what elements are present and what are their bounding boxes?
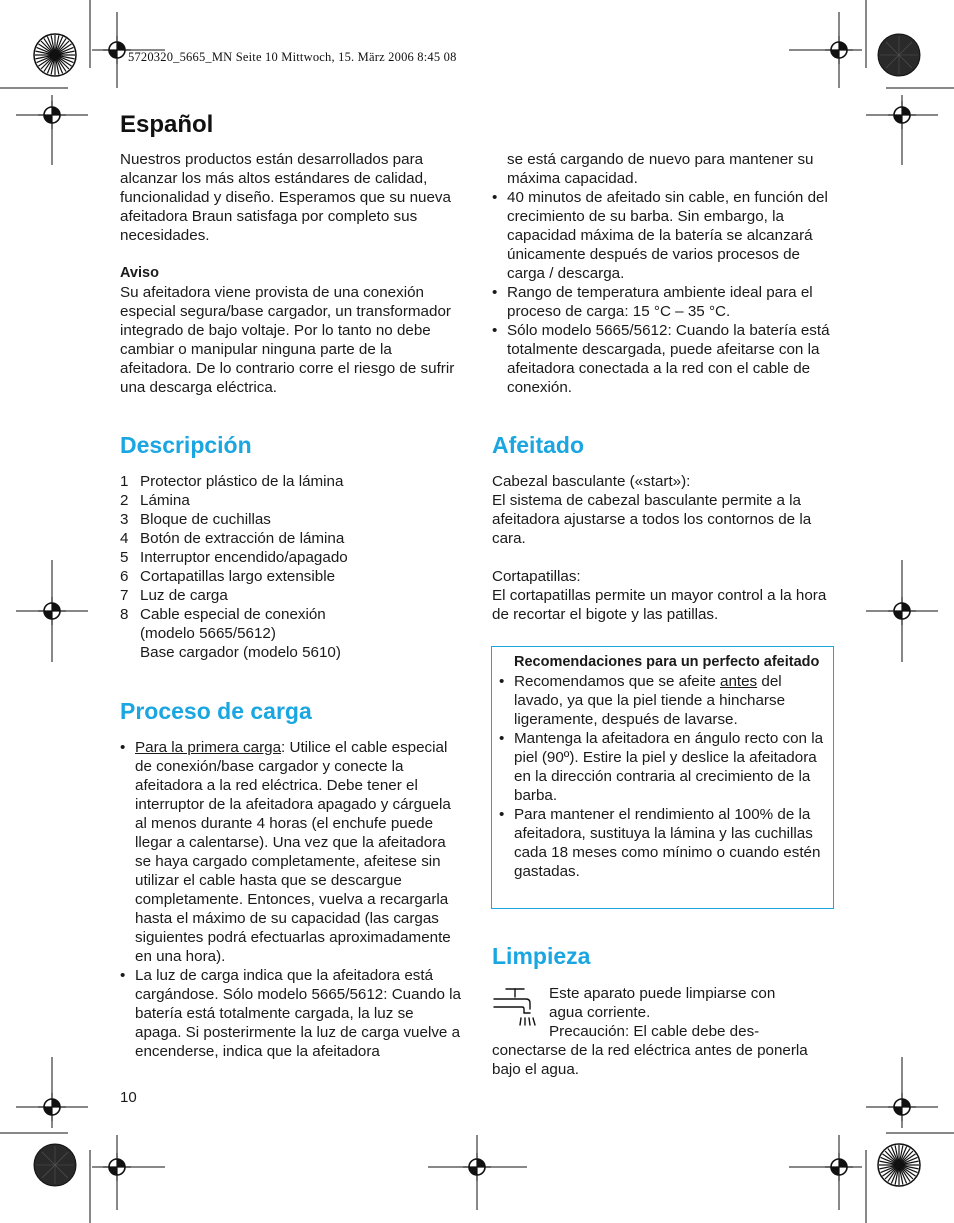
list-item <box>120 738 462 966</box>
item-text: Cable especial de conexión <box>140 606 326 623</box>
limpieza-text: conectarse de la red eléctrica antes de ponerla bajo el agua. <box>492 1042 808 1078</box>
proceso-continued <box>492 150 836 397</box>
descripcion-heading: Descripción <box>120 432 252 458</box>
proceso-list-left <box>120 738 462 1061</box>
item-number: 2 <box>120 492 129 509</box>
list-item <box>499 805 829 881</box>
faucet-icon <box>492 985 542 1033</box>
item-text: Protector plástico de la lámina <box>140 473 344 490</box>
item-number: 5 <box>120 549 129 566</box>
list-item <box>120 966 462 1061</box>
item-text-extra: (modelo 5665/5612) <box>140 625 276 642</box>
bullet-icon: • <box>492 189 498 206</box>
list-item <box>499 729 829 805</box>
item-text: Rango de temperatura ambiente ideal para el proceso de carga: 15 °C – 35 °C. <box>507 284 813 320</box>
item-number: 8 <box>120 606 129 623</box>
list-item <box>120 529 460 548</box>
tips-list <box>499 672 829 881</box>
tips-title: Recomendaciones para un perfecto afeitado <box>514 654 820 670</box>
proceso-list-right <box>492 188 836 397</box>
page-number: 10 <box>120 1089 137 1106</box>
item-text: : Utilice el cable especial de conexión/base cargador y conecte la afeitadora a la red eléctrica. Debe tener el interruptor de la afeitadora apagado y cárguela al menos durante 4 horas (el enchufe puede llegar a calentarse). Una vez que la afeitadora se haya cargado completamente, afeitese sin utilizar el cable hasta que se descargue completamente. Entonces, vuelva a recargarla hasta el máximo de su capacidad (las cargas siguientes podrá efectuarlas aproximadamente en una hora). <box>135 739 451 965</box>
item-text: Botón de extracción de lámina <box>140 530 345 547</box>
limpieza-intro <box>549 984 839 1041</box>
list-item <box>120 605 460 662</box>
limpieza-line: agua corriente. <box>549 1004 651 1021</box>
tips-box <box>491 646 834 909</box>
bullet-icon: • <box>492 284 498 301</box>
item-text-extra: Base cargador (modelo 5610) <box>140 644 341 661</box>
list-item <box>492 188 836 283</box>
list-item <box>120 586 460 605</box>
list-item <box>120 510 460 529</box>
item-text: 40 minutos de afeitado sin cable, en función del crecimiento de su barba. Sin embargo, la capacidad máxima de la batería se alcanzará únicamente después de varios procesos de carga / descarga. <box>507 189 828 282</box>
page-title: Español <box>120 111 214 138</box>
item-text: Mantenga la afeitadora en ángulo recto con la piel (90º). Estire la piel y deslice la afeitadora en la dirección contraria al crecimiento de la barba. <box>514 730 824 804</box>
afeitado-text: El cortapatillas permite un mayor control a la hora de recortar el bigote y las patillas. <box>492 587 827 623</box>
item-text: Bloque de cuchillas <box>140 511 271 528</box>
bullet-icon: • <box>492 322 498 339</box>
descripcion-list <box>120 472 460 662</box>
item-number: 3 <box>120 511 129 528</box>
bullet-icon: • <box>120 967 126 984</box>
item-number: 7 <box>120 587 129 604</box>
item-text: Interruptor encendido/apagado <box>140 549 348 566</box>
bullet-icon: • <box>499 730 505 747</box>
item-text: Sólo modelo 5665/5612: Cuando la batería está totalmente descargada, puede afeitarse con la afeitadora conectada a la red con el cable de conexión. <box>507 322 830 396</box>
intro-text: Nuestros productos están desarrollados para alcanzar los más altos estándares de calidad, funcionalidad y diseño. Esperamos que su nueva afeitadora Braun satisfaga por completo sus necesidades. <box>120 151 451 244</box>
list-item <box>120 567 460 586</box>
list-item <box>120 472 460 491</box>
item-text: del lavado, ya que la piel tiende a hincharse ligeramente, después de lavarse. <box>514 673 786 728</box>
limpieza-line: Precaución: El cable debe des- <box>549 1023 760 1040</box>
bullet-icon: • <box>499 806 505 823</box>
list-item <box>492 321 836 397</box>
list-item <box>492 283 836 321</box>
bullet-icon: • <box>499 673 505 690</box>
item-text: La luz de carga indica que la afeitadora está cargándose. Sólo modelo 5665/5612: Cuando la batería está totalmente cargada, la luz se apaga. Si posterirmente la luz de carga vuelve a encenderse, indica que la afeitadora <box>135 967 461 1060</box>
item-text: Luz de carga <box>140 587 228 604</box>
bullet-icon: • <box>120 739 126 756</box>
list-item <box>120 548 460 567</box>
emphasis-text: Para la primera carga <box>135 739 282 756</box>
afeitado-subheading: Cabezal basculante («start»): <box>492 473 691 490</box>
item-text: Para mantener el rendimiento al 100% de la afeitadora, sustituya la lámina y las cuchillas cada 18 meses como mínimo o cuando estén gastadas. <box>514 806 821 880</box>
aviso-heading: Aviso <box>120 265 159 281</box>
afeitado-text: El sistema de cabezal basculante permite a la afeitadora ajustarse a todos los contornos de la cara. <box>492 492 812 547</box>
item-number: 6 <box>120 568 129 585</box>
afeitado-subheading: Cortapatillas: <box>492 568 581 585</box>
intro-paragraph <box>120 150 460 245</box>
item-text: Recomendamos que se afeite <box>514 673 720 690</box>
limpieza-heading: Limpieza <box>492 943 591 969</box>
item-text-continued: se está cargando de nuevo para mantener su máxima capacidad. <box>507 151 814 187</box>
list-item <box>499 672 829 729</box>
afeitado-section <box>492 472 836 624</box>
afeitado-heading: Afeitado <box>492 432 584 458</box>
item-number: 4 <box>120 530 129 547</box>
proceso-heading: Proceso de carga <box>120 698 312 724</box>
print-slug: 5720320_5665_MN Seite 10 Mittwoch, 15. März 2006 8:45 08 <box>128 50 457 64</box>
aviso-text: Su afeitadora viene provista de una conexión especial segura/base cargador, un transformador integrado de bajo voltaje. Por lo tanto no debe cambiar o manipular ninguna parte de la afeitadora. De lo contrario corre el riesgo de sufrir una descarga eléctrica. <box>120 284 455 396</box>
list-item <box>120 491 460 510</box>
emphasis-text: antes <box>720 673 758 690</box>
aviso-section <box>120 264 460 397</box>
item-text: Lámina <box>140 492 190 509</box>
item-text: Cortapatillas largo extensible <box>140 568 336 585</box>
limpieza-rest <box>492 1041 836 1079</box>
limpieza-line: Este aparato puede limpiarse con <box>549 985 776 1002</box>
item-number: 1 <box>120 473 129 490</box>
